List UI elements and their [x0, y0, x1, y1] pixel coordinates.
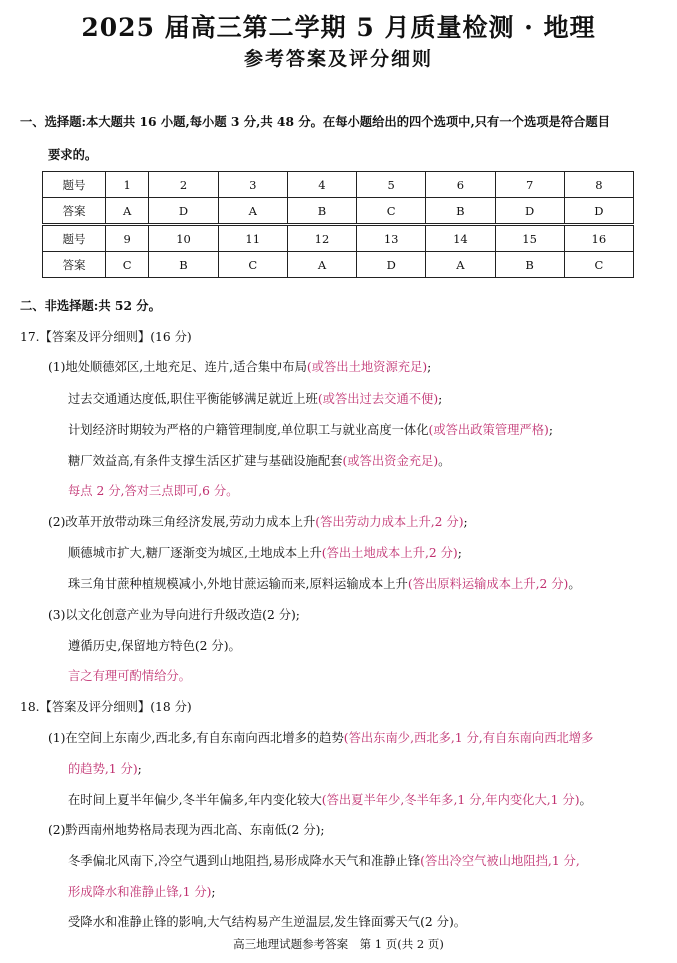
q18-heading: 18.【答案及评分细则】(18 分): [20, 700, 192, 714]
table-cell: B: [495, 252, 564, 278]
table-cell: 6: [426, 172, 495, 198]
q17-p3-note: 言之有理可酌情给分。: [68, 669, 191, 683]
table-row: [43, 198, 634, 225]
section2-heading: 二、非选择题:共 52 分。: [20, 298, 161, 313]
row-label-ans: 答案: [43, 198, 106, 225]
punctuation: 。: [438, 454, 451, 468]
table-cell: C: [218, 252, 287, 278]
answer-text: 在时间上夏半年偏少,冬半年偏多,年内变化较大: [68, 793, 322, 807]
q17-p2b: [68, 543, 462, 561]
answer-table: [42, 171, 634, 278]
table-cell: 7: [495, 172, 564, 198]
page-title: 2025 届高三第二学期 5 月质量检测 · 地理: [81, 13, 596, 42]
q18-p2b: [68, 851, 580, 869]
score-note: (或答出过去交通不便): [317, 392, 439, 406]
table-cell: 13: [357, 225, 426, 252]
q17-p2c: [68, 574, 581, 592]
punctuation: ;: [457, 546, 462, 560]
section1-intro-cont: 要求的。: [48, 147, 98, 162]
score-note: (答出夏半年少,冬半年多,1 分,年内变化大,1 分): [321, 793, 580, 807]
table-cell: 5: [357, 172, 426, 198]
page-footer: 高三地理试题参考答案 第 1 页(共 2 页): [233, 937, 444, 951]
answer-text: 珠三角甘蔗种植规模减小,外地甘蔗运输而来,原料运输成本上升: [68, 577, 408, 591]
row-label-ans: 答案: [43, 252, 106, 278]
table-cell: 16: [564, 225, 633, 252]
q17-p2a: [48, 512, 468, 530]
table-cell: 15: [495, 225, 564, 252]
table-cell: D: [149, 198, 218, 225]
punctuation: ;: [548, 423, 553, 437]
answer-text: (1)地处顺德郊区,土地充足、连片,适合集中布局: [48, 360, 307, 374]
answer-text: 顺德城市扩大,糖厂逐渐变为城区,土地成本上升: [68, 546, 322, 560]
table-cell: A: [426, 252, 495, 278]
score-note: (答出劳动力成本上升,2 分): [315, 515, 464, 529]
table-cell: A: [287, 252, 356, 278]
score-note: (答出冷空气被山地阻挡,1 分,: [420, 854, 580, 868]
table-cell: 1: [106, 172, 149, 198]
page-subtitle: 参考答案及评分细则: [243, 48, 433, 70]
table-cell: A: [106, 198, 149, 225]
q18-p1b: [68, 790, 592, 808]
score-note: (或答出资金充足): [342, 454, 439, 468]
q18-p2b-cont: [68, 882, 216, 900]
table-cell: 12: [287, 225, 356, 252]
table-cell: 11: [218, 225, 287, 252]
table-cell: A: [218, 198, 287, 225]
table-cell: D: [564, 198, 633, 225]
q17-heading: 17.【答案及评分细则】(16 分): [20, 330, 192, 344]
table-cell: B: [426, 198, 495, 225]
score-note: (答出原料运输成本上升,2 分): [407, 577, 569, 591]
table-cell: D: [495, 198, 564, 225]
punctuation: 。: [568, 577, 581, 591]
punctuation: ;: [463, 515, 468, 529]
q18-p2c: 受降水和准静止锋的影响,大气结构易产生逆温层,发生锋面雾天气(2 分)。: [68, 915, 467, 929]
q17-p3b: 遵循历史,保留地方特色(2 分)。: [68, 639, 241, 653]
table-row: [43, 225, 634, 252]
punctuation: ;: [438, 392, 443, 406]
row-label-num: 题号: [43, 172, 106, 198]
q17-p1a: [48, 357, 431, 375]
row-label-num: 题号: [43, 225, 106, 252]
punctuation: ;: [427, 360, 432, 374]
q17-p1b: [68, 389, 442, 407]
answer-text: 过去交通通达度低,职住平衡能够满足就近上班: [68, 392, 318, 406]
table-cell: 9: [106, 225, 149, 252]
score-note: (答出东南少,西北多,1 分,有自东南向西北增多: [343, 731, 594, 745]
table-cell: 8: [564, 172, 633, 198]
table-cell: 14: [426, 225, 495, 252]
q17-p1-score: 每点 2 分,答对三点即可,6 分。: [68, 484, 239, 498]
punctuation: ;: [137, 762, 142, 776]
section1-intro: 一、选择题:本大题共 16 小题,每小题 3 分,共 48 分。在每小题给出的四个选项中,只有一个选项是符合题目: [20, 114, 611, 129]
table-cell: C: [106, 252, 149, 278]
q18-p1a: [48, 728, 593, 746]
answer-text: 糖厂效益高,有条件支撑生活区扩建与基础设施配套: [68, 454, 343, 468]
table-row: [43, 252, 634, 278]
table-cell: B: [149, 252, 218, 278]
table-row: [43, 172, 634, 198]
table-cell: C: [564, 252, 633, 278]
table-cell: C: [357, 198, 426, 225]
punctuation: ;: [211, 885, 216, 899]
q18-p2a: (2)黔西南州地势格局表现为西北高、东南低(2 分);: [48, 823, 325, 837]
score-note: (答出土地成本上升,2 分): [321, 546, 458, 560]
q17-p1c: [68, 420, 553, 438]
answer-text: (2)改革开放带动珠三角经济发展,劳动力成本上升: [48, 515, 316, 529]
q17-p3a: (3)以文化创意产业为导向进行升级改造(2 分);: [48, 608, 300, 622]
answer-text: 计划经济时期较为严格的户籍管理制度,单位职工与就业高度一体化: [68, 423, 429, 437]
q17-p1d: [68, 451, 450, 469]
score-note: 形成降水和准静止锋,1 分): [68, 885, 212, 899]
answer-text: 冬季偏北风南下,冷空气遇到山地阻挡,易形成降水天气和准静止锋: [68, 854, 421, 868]
table-cell: 3: [218, 172, 287, 198]
table-cell: 2: [149, 172, 218, 198]
score-note: 的趋势,1 分): [68, 762, 138, 776]
table-cell: 4: [287, 172, 356, 198]
punctuation: 。: [579, 793, 592, 807]
table-cell: D: [357, 252, 426, 278]
score-note: (或答出土地资源充足): [306, 360, 428, 374]
table-cell: B: [287, 198, 356, 225]
q18-p1a-cont: [68, 759, 142, 777]
score-note: (或答出政策管理严格): [428, 423, 549, 437]
answer-text: (1)在空间上东南少,西北多,有自东南向西北增多的趋势: [48, 731, 344, 745]
table-cell: 10: [149, 225, 218, 252]
